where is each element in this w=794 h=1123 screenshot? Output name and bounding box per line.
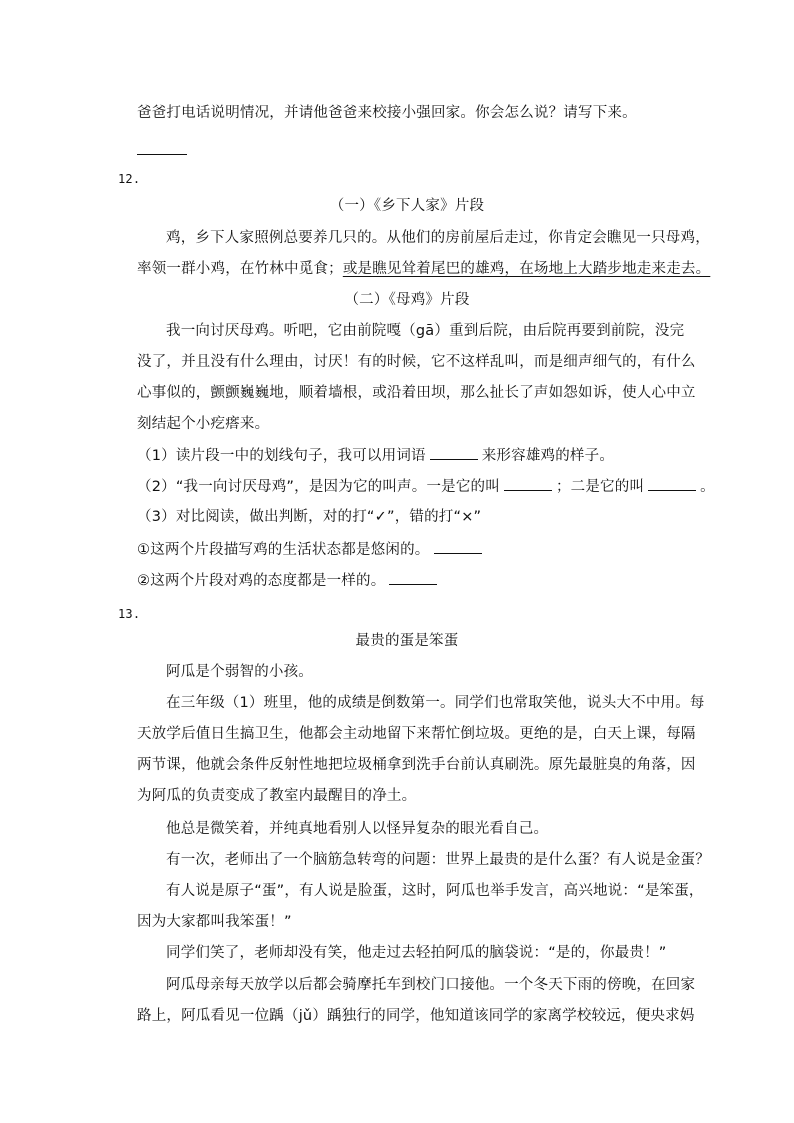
story-paragraph: 阿瓜母亲每天放学以后都会骑摩托车到校门口接他。一个冬天下雨的傍晚，在回家 — [166, 977, 696, 993]
sub-question-1: （1）读片段一中的划线句子，我可以用词语 来形容雄鸡的样子。 — [137, 445, 614, 466]
story-line: 天放学后值日生搞卫生，他都会主动地留下来帮忙倒垃圾。更绝的是，白天上课，每隔 — [137, 726, 696, 742]
underlined-sentence: 或是瞧见耸着尾巴的雄鸡，在场地上大踏步地走来走去。 — [342, 261, 711, 277]
judge-item-1: ①这两个片段描写鸡的生活状态都是悠闲的。 — [137, 539, 486, 560]
story-title: 最贵的蛋是笨蛋 — [355, 633, 459, 649]
story-paragraph: 有人说是原子“蛋”，有人说是脸蛋，这时，阿瓜也举手发言，高兴地说：“是笨蛋， — [166, 883, 704, 899]
passage-1-text: 率领一群小鸡，在竹林中觅食； — [137, 261, 343, 277]
question-number: 13. — [118, 607, 141, 621]
story-line: 因为大家都叫我笨蛋！” — [137, 914, 292, 930]
story-line: 两节课，他就会条件反射性地把垃圾桶拿到洗手台前认真刷洗。原先最脏臭的角落，因 — [137, 757, 696, 773]
q11-text: 爸爸打电话说明情况，并请他爸爸来校接小强回家。你会怎么说？请写下来。 — [137, 105, 637, 121]
passage-2-line-2: 没了，并且没有什么理由，讨厌！有的时候，它不这样乱叫，而是细声细气的，有什么 — [137, 354, 696, 370]
answer-blank[interactable] — [137, 140, 187, 155]
story-paragraph: 有一次，老师出了一个脑筋急转弯的问题：世界上最贵的是什么蛋？有人说是金蛋？ — [166, 852, 710, 868]
answer-blank[interactable] — [648, 476, 696, 491]
sub-question-3: （3）对比阅读，做出判断，对的打“✓”，错的打“×” — [137, 509, 482, 525]
story-paragraph: 同学们笑了，老师却没有笑，他走过去轻拍阿瓜的脑袋说：“是的，你最贵！” — [166, 945, 667, 961]
passage-title-2: （二）《母鸡》片段 — [344, 292, 470, 308]
judge-item-2: ②这两个片段对鸡的态度都是一样的。 — [137, 570, 441, 591]
answer-blank[interactable] — [389, 570, 437, 585]
answer-blank[interactable] — [434, 539, 482, 554]
story-line: 路上，阿瓜看见一位踽（jǔ）踽独行的同学，他知道该同学的家离学校较远，便央求妈 — [137, 1008, 695, 1024]
passage-1-line-2 — [137, 259, 710, 279]
passage-title-1: （一）《乡下人家》片段 — [329, 198, 485, 214]
passage-2-line-1: 我一向讨厌母鸡。听吧，它由前院嘎（gā）重到后院，由后院再要到前院，没完 — [166, 323, 685, 339]
passage-2-line-3: 心事似的，颤颤巍巍地，顺着墙根，或沿着田坝，那么扯长了声如怨如诉，使人心中立 — [137, 385, 696, 401]
story-paragraph: 他总是微笑着，并纯真地看别人以怪异复杂的眼光看自己。 — [166, 821, 549, 837]
story-paragraph: 在三年级（1）班里，他的成绩是倒数第一。同学们也常取笑他，说头大不中用。每 — [166, 695, 705, 711]
passage-1-line-1: 鸡，乡下人家照例总要养几只的。从他们的房前屋后走过，你肯定会瞧见一只母鸡， — [166, 230, 710, 246]
story-paragraph: 阿瓜是个弱智的小孩。 — [166, 664, 313, 680]
passage-2-line-4: 刻结起个小疙瘩来。 — [137, 416, 270, 432]
q11-answer-line — [137, 140, 187, 161]
answer-blank[interactable] — [504, 476, 552, 491]
question-number: 12. — [118, 172, 141, 186]
sub-question-2: （2）“我一向讨厌母鸡”，是因为它的叫声。一是它的叫 ；二是它的叫 。 — [137, 476, 715, 497]
answer-blank[interactable] — [430, 445, 478, 460]
story-line: 为阿瓜的负责变成了教室内最醒目的净土。 — [137, 788, 417, 804]
